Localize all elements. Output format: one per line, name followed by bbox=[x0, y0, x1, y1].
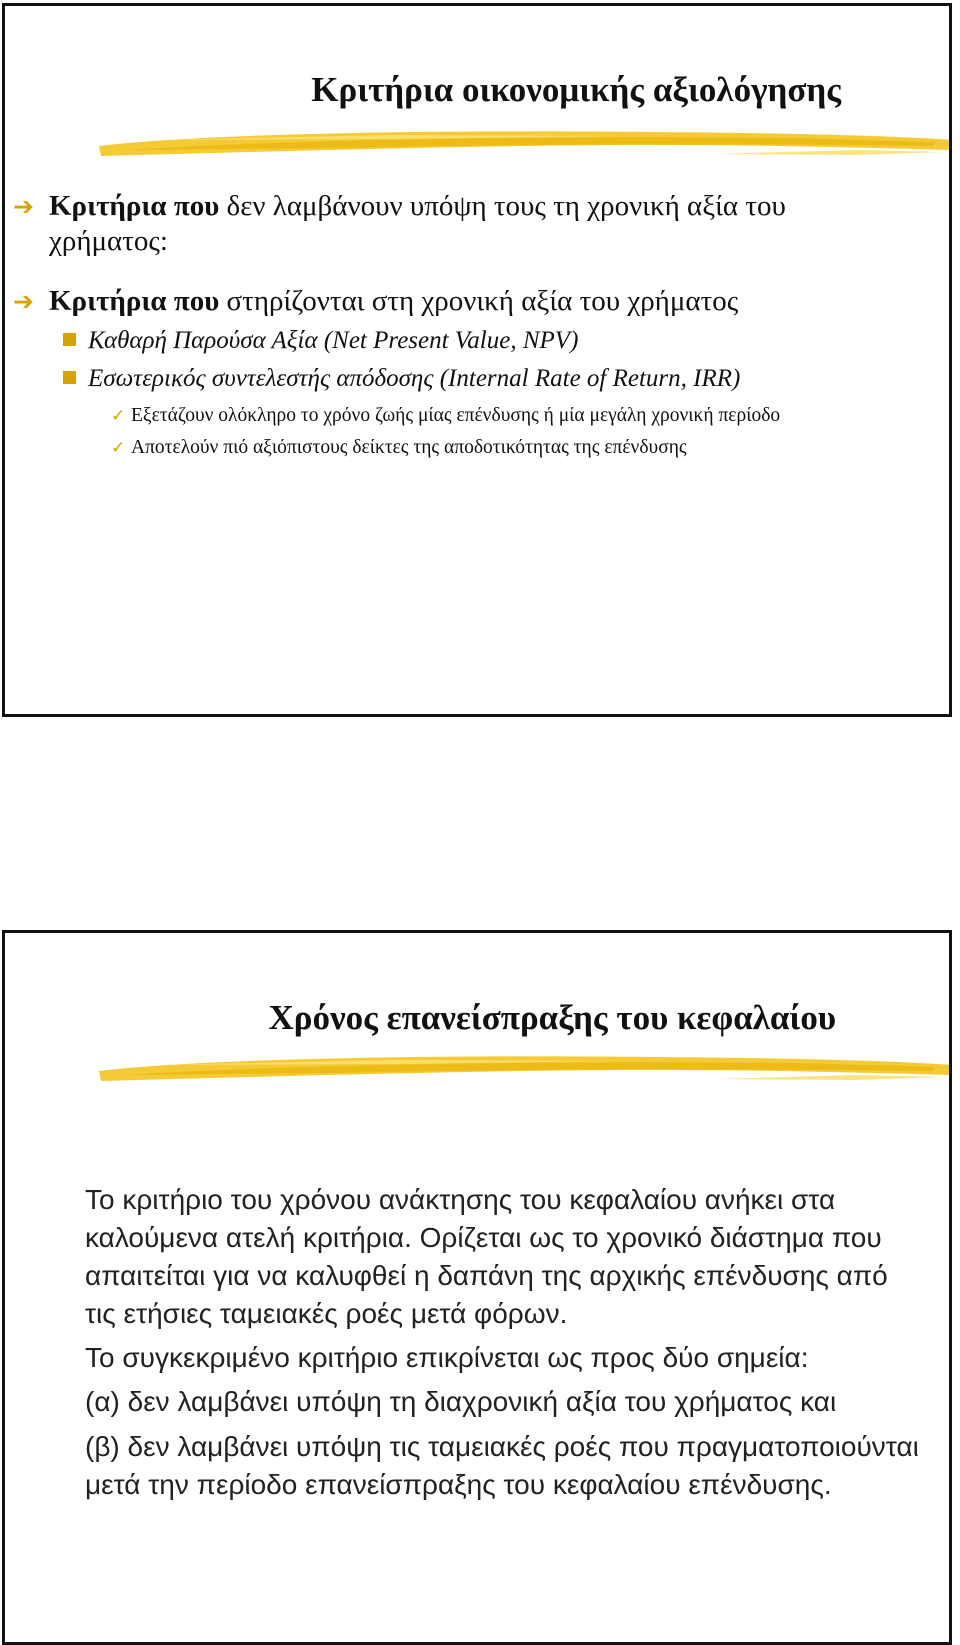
arrow-right-icon: ➔ bbox=[13, 287, 34, 316]
check-item-2 bbox=[111, 436, 687, 460]
sub-bullet-npv-text: Καθαρή Παρούσα Αξία (Net Present Value, NPV) bbox=[88, 327, 579, 354]
paragraph-criticism: Το συγκεκριμένο κριτήριο επικρίνεται ως προς δύο σημεία: bbox=[85, 1342, 809, 1373]
checkmark-icon: ✓ bbox=[111, 406, 126, 426]
bullet-item-1 bbox=[13, 189, 786, 259]
checkmark-icon: ✓ bbox=[111, 438, 126, 458]
check-item-2-text: Αποτελούν πιό αξιόπιστους δείκτες της αποδοτικότητας της επένδυσης bbox=[131, 437, 687, 458]
bullet-item-2-text: στηρίζονται στη χρονική αξία του χρήματος bbox=[219, 285, 739, 317]
slide-economic-criteria bbox=[2, 3, 952, 717]
sub-bullet-irr bbox=[63, 364, 740, 394]
paragraph-definition: Το κριτήριο του χρόνου ανάκτησης του κεφαλαίου ανήκει στα καλούμενα ατελή κριτήρια. Ορίζεται ως το χρονικό διάστημα που απαιτείται για να καλυφθεί η δαπάνη της αρχικής επένδυσης από τις ετήσιες ταμειακές ροές μετά φόρων. bbox=[85, 1184, 888, 1329]
slide-title: Κριτήρια οικονομικής αξιολόγησης bbox=[311, 70, 841, 109]
bullet-item-1-bold: Κριτήρια που bbox=[49, 190, 220, 222]
brush-underline bbox=[95, 1051, 952, 1085]
slide-title: Χρόνος επανείσπραξης του κεφαλαίου bbox=[268, 998, 836, 1037]
paragraph-point-a: (α) δεν λαμβάνει υπόψη τη διαχρονική αξία του χρήματος και bbox=[85, 1386, 837, 1417]
square-bullet-icon bbox=[63, 371, 76, 384]
bullet-item-1-text: δεν λαμβάνουν υπόψη τους τη χρονική αξία του bbox=[219, 190, 786, 222]
check-item-1-text: Εξετάζουν ολόκληρο το χρόνο ζωής μίας επένδυσης ή μία μεγάλη χρονική περίοδο bbox=[131, 405, 781, 426]
bullet-item-1-continuation: χρήματος: bbox=[49, 225, 168, 257]
bullet-item-2-bold: Κριτήρια που bbox=[49, 285, 220, 317]
bullet-item-2 bbox=[13, 284, 738, 319]
check-item-1 bbox=[111, 404, 780, 428]
brush-underline bbox=[95, 126, 952, 160]
square-bullet-icon bbox=[63, 333, 76, 346]
sub-bullet-irr-text: Εσωτερικός συντελεστής απόδοσης (Internal Rate of Return, IRR) bbox=[88, 365, 741, 392]
paragraph-point-b: (β) δεν λαμβάνει υπόψη τις ταμειακές ροές που πραγματοποιούνται μετά την περίοδο επανείσπραξης του κεφαλαίου επένδυσης. bbox=[85, 1431, 919, 1500]
arrow-right-icon: ➔ bbox=[13, 192, 34, 221]
sub-bullet-npv bbox=[63, 326, 578, 356]
slide-payback-period bbox=[2, 930, 952, 1645]
